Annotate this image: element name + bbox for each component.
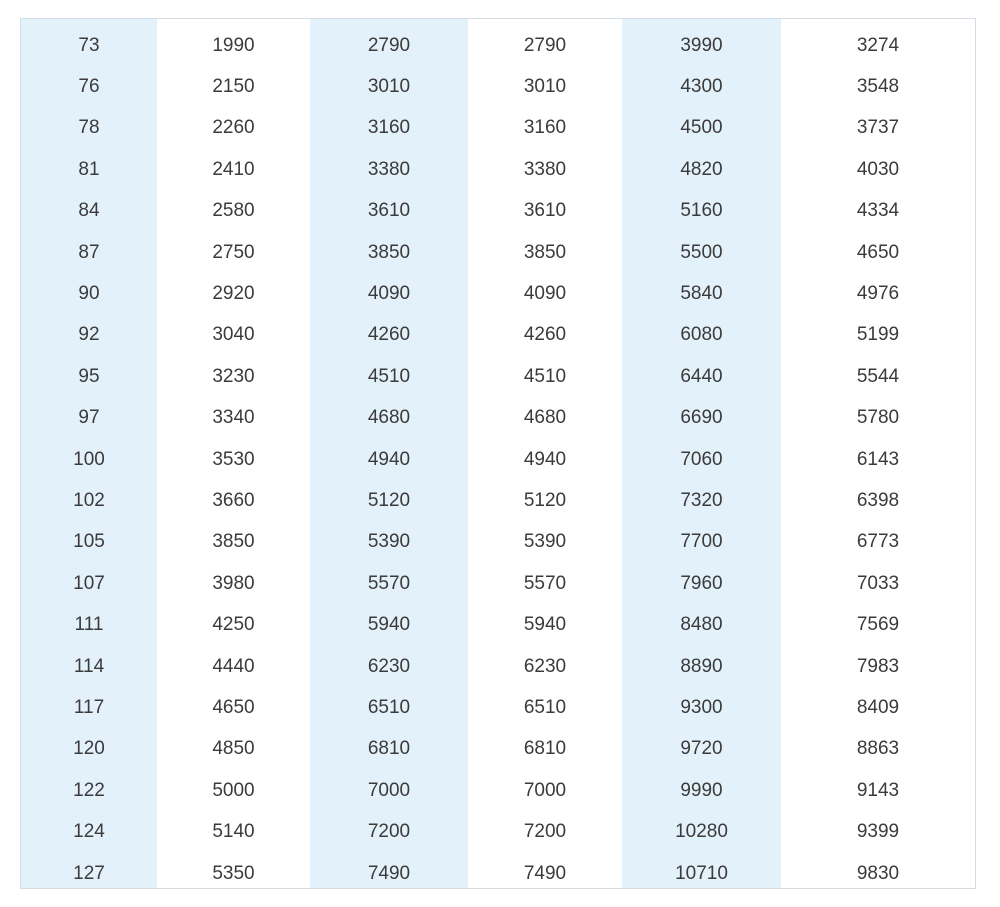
table-cell: 7000 (367, 779, 411, 801)
table-cell: 4976 (856, 283, 900, 305)
table-cell: 3380 (367, 158, 411, 180)
table-cell: 6230 (523, 655, 567, 677)
table-cell: 7320 (680, 489, 723, 511)
table-cell: 5199 (856, 324, 900, 346)
table-cell: 4510 (523, 365, 567, 387)
table-cell: 5120 (523, 489, 567, 511)
table-row (21, 149, 975, 190)
data-table-frame (20, 18, 976, 889)
table-cell: 3548 (856, 76, 900, 98)
table-cell: 4090 (367, 283, 411, 305)
table-cell: 9399 (856, 821, 900, 843)
table-cell: 3530 (212, 448, 255, 470)
table-cell: 7033 (856, 572, 900, 594)
table-cell: 8409 (856, 696, 900, 718)
table-cell: 3850 (212, 531, 255, 553)
table-cell: 7200 (523, 821, 567, 843)
table-cell: 100 (73, 448, 105, 470)
table-cell: 2790 (523, 34, 567, 56)
table-cell: 8890 (680, 655, 723, 677)
table-cell: 120 (73, 738, 105, 760)
table-cell: 5780 (856, 407, 900, 429)
table-cell: 7060 (680, 448, 723, 470)
table-cell: 5390 (367, 531, 411, 553)
table-cell: 2410 (212, 158, 255, 180)
table-row (21, 522, 975, 563)
table-cell: 6810 (523, 738, 567, 760)
table-cell: 3850 (523, 241, 567, 263)
table-row (21, 604, 975, 645)
table-cell: 4260 (367, 324, 411, 346)
table-body (21, 25, 975, 894)
table-row (21, 646, 975, 687)
table-cell: 6810 (367, 738, 411, 760)
table-cell: 107 (73, 572, 105, 594)
table-cell: 3610 (523, 200, 567, 222)
table-row (21, 480, 975, 521)
table-cell: 5350 (212, 862, 255, 884)
table-cell: 87 (78, 241, 100, 263)
table-cell: 3737 (856, 117, 900, 139)
table-cell: 3610 (367, 200, 411, 222)
table-cell: 6690 (680, 407, 723, 429)
table-cell: 5390 (523, 531, 567, 553)
table-cell: 5500 (680, 241, 723, 263)
table-row (21, 66, 975, 107)
table-cell: 7569 (856, 614, 900, 636)
table-cell: 2580 (212, 200, 255, 222)
table-cell: 4680 (367, 407, 411, 429)
table-cell: 6440 (680, 365, 723, 387)
table-cell: 2920 (212, 283, 255, 305)
table-cell: 5000 (212, 779, 255, 801)
table-cell: 7200 (367, 821, 411, 843)
table-row (21, 25, 975, 66)
table-cell: 90 (78, 283, 100, 305)
table-row (21, 315, 975, 356)
table-cell: 4260 (523, 324, 567, 346)
table-cell: 76 (78, 76, 100, 98)
table-cell: 9143 (856, 779, 900, 801)
table-cell: 3274 (856, 34, 900, 56)
table-cell: 3660 (212, 489, 255, 511)
table-cell: 8863 (856, 738, 900, 760)
table-cell: 10280 (675, 821, 728, 843)
table-cell: 117 (73, 696, 105, 718)
table-cell: 78 (78, 117, 100, 139)
table-cell: 9990 (680, 779, 723, 801)
table-cell: 92 (78, 324, 100, 346)
table-cell: 97 (78, 407, 100, 429)
table-cell: 10710 (675, 862, 728, 884)
table-cell: 4090 (523, 283, 567, 305)
table-cell: 81 (78, 158, 100, 180)
table-cell: 3160 (523, 117, 567, 139)
table-cell: 5120 (367, 489, 411, 511)
table-cell: 4500 (680, 117, 723, 139)
table-row (21, 108, 975, 149)
table-cell: 4850 (212, 738, 255, 760)
table-cell: 6230 (367, 655, 411, 677)
table-cell: 7000 (523, 779, 567, 801)
table-cell: 6143 (856, 448, 900, 470)
table-row (21, 853, 975, 894)
table-row (21, 563, 975, 604)
table-row (21, 439, 975, 480)
table-row (21, 770, 975, 811)
table-cell: 3380 (523, 158, 567, 180)
table-cell: 6080 (680, 324, 723, 346)
table-cell: 5570 (367, 572, 411, 594)
table-row (21, 811, 975, 852)
table-cell: 124 (73, 821, 105, 843)
table-cell: 127 (73, 862, 105, 884)
table-cell: 2790 (367, 34, 411, 56)
table-row (21, 729, 975, 770)
table-cell: 105 (73, 531, 105, 553)
table-cell: 4820 (680, 158, 723, 180)
table-cell: 4030 (856, 158, 900, 180)
table-cell: 5940 (523, 614, 567, 636)
table-cell: 9720 (680, 738, 723, 760)
table-cell: 4440 (212, 655, 255, 677)
table-cell: 6510 (523, 696, 567, 718)
table-row (21, 232, 975, 273)
table-cell: 7490 (523, 862, 567, 884)
table-cell: 122 (73, 779, 105, 801)
table-cell: 5570 (523, 572, 567, 594)
table-cell: 6510 (367, 696, 411, 718)
table-cell: 3980 (212, 572, 255, 594)
table-cell: 114 (73, 655, 105, 677)
table-cell: 3010 (367, 76, 411, 98)
table-cell: 3990 (680, 34, 723, 56)
table-cell: 4250 (212, 614, 255, 636)
table-cell: 9830 (856, 862, 900, 884)
table-cell: 7490 (367, 862, 411, 884)
table-cell: 3010 (523, 76, 567, 98)
table-cell: 3340 (212, 407, 255, 429)
table-cell: 6398 (856, 489, 900, 511)
table-row (21, 687, 975, 728)
table-cell: 4940 (367, 448, 411, 470)
table-cell: 7700 (680, 531, 723, 553)
table-cell: 102 (73, 489, 105, 511)
table-cell: 84 (78, 200, 100, 222)
table-cell: 4650 (856, 241, 900, 263)
table-cell: 2150 (212, 76, 255, 98)
table-cell: 73 (78, 34, 100, 56)
table-cell: 8480 (680, 614, 723, 636)
table-cell: 1990 (212, 34, 255, 56)
table-cell: 5940 (367, 614, 411, 636)
table-cell: 5140 (212, 821, 255, 843)
table-cell: 7960 (680, 572, 723, 594)
table-cell: 2260 (212, 117, 255, 139)
table-cell: 95 (78, 365, 100, 387)
table-cell: 4300 (680, 76, 723, 98)
table-cell: 3160 (367, 117, 411, 139)
table-cell: 4334 (856, 200, 900, 222)
table-cell: 3040 (212, 324, 255, 346)
table-cell: 3850 (367, 241, 411, 263)
table-cell: 6773 (856, 531, 900, 553)
table-cell: 5840 (680, 283, 723, 305)
data-table (21, 25, 975, 894)
table-cell: 2750 (212, 241, 255, 263)
table-cell: 5160 (680, 200, 723, 222)
table-cell: 9300 (680, 696, 723, 718)
table-cell: 3230 (212, 365, 255, 387)
table-row (21, 191, 975, 232)
table-row (21, 398, 975, 439)
table-cell: 5544 (856, 365, 900, 387)
table-cell: 4680 (523, 407, 567, 429)
table-row (21, 273, 975, 314)
table-cell: 111 (74, 614, 104, 636)
table-cell: 4510 (367, 365, 411, 387)
table-row (21, 356, 975, 397)
table-cell: 7983 (856, 655, 900, 677)
table-cell: 4650 (212, 696, 255, 718)
table-cell: 4940 (523, 448, 567, 470)
